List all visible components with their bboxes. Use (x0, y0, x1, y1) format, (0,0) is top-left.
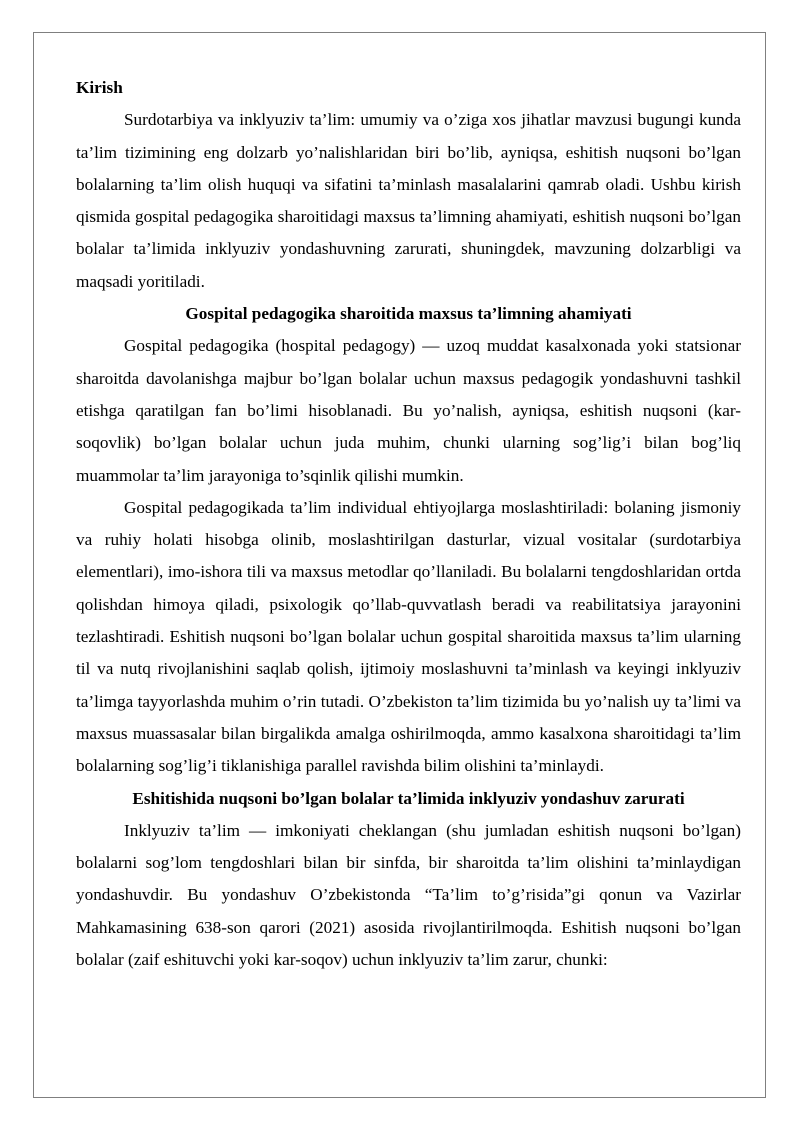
section2-paragraph-1: Inklyuziv ta’lim — imkoniyati cheklangan (shu jumladan eshitish nuqsoni bo’lgan) bolalarni sog’lom tengdoshlari bilan bir sinfda, bir sharoitda ta’lim olishini ta’minlaydigan yondashuvdir. Bu yondashuv O’zbekistonda “Ta’lim to’g’risida”gi qonun va Vazirlar Mahkamasining 638-son qarori (2021) asosida rivojlantirilmoqda. Eshitish nuqsoni bo’lgan bolalar (zaif eshituvchi yoki kar-soqov) uchun inklyuziv ta’lim zarur, chunki: (76, 820, 741, 970)
section-heading-inclusive-approach: Eshitishida nuqsoni bo’lgan bolalar ta’limida inklyuziv yondashuv zarurati (132, 788, 685, 808)
intro-paragraph: Surdotarbiya va inklyuziv ta’lim: umumiy va o’ziga xos jihatlar mavzusi bugungi kunda ta’lim tizimining eng dolzarb yo’nalishlaridan biri bo’lib, ayniqsa, eshitish nuqsoni bo’lgan bolalarning ta’lim olish huquqi va sifatini ta’minlash masalalarini qamrab oladi. Ushbu kirish qismida gospital pedagogika sharoitidagi maxsus ta’limning ahamiyati, eshitish nuqsoni bo’lgan bolalar ta’limida inklyuziv yondashuvning zarurati, shuningdek, mavzuning dolzarbligi va maqsadi yoritiladi. (76, 110, 741, 291)
section1-paragraph-1: Gospital pedagogika (hospital pedagogy) — uzoq muddat kasalxonada yoki statsionar sharoitda davolanishga majbur bo’lgan bolalar uchun maxsus pedagogik yondashuvni tashkil etishga qaratilgan fan bo’limi hisoblanadi. Bu yo’nalish, ayniqsa, eshitish nuqsoni (kar-soqovlik) bo’lgan bolalar uchun juda muhim, chunki ularning sog’lig’i bilan bog’liq muammolar ta’lim jarayoniga to’sqinlik qilishi mumkin. (76, 336, 741, 485)
document-body (76, 72, 741, 976)
intro-heading: Kirish (76, 78, 123, 97)
section1-paragraph-2: Gospital pedagogikada ta’lim individual ehtiyojlarga moslashtiriladi: bolaning jismoniy va ruhiy holati hisobga olinib, moslashtirilgan dasturlar, vizual vositalar (surdotarbiya elementlari), imo-ishora tili va maxsus metodlar qo’llaniladi. Bu bolalarni tengdoshlaridan ortda qolishdan himoya qiladi, psixologik qo’llab-quvvatlash beradi va reabilitatsiya jarayonini tezlashtiradi. Eshitish nuqsoni bo’lgan bolalar uchun gospital sharoitida maxsus ta’lim ularning til va nutq rivojlanishini saqlab qolish, ijtimoiy moslashuvni ta’minlash va keyingi inklyuziv ta’limga tayyorlashda muhim o’rin tutadi. O’zbekiston ta’lim tizimida bu yo’nalish uy ta’limi va maxsus muassasalar bilan birgalikda amalga oshirilmoqda, ammo kasalxona sharoitidagi ta’lim bolalarning sog’lig’i tiklanishiga parallel ravishda bilim olishini ta’minlaydi. (76, 497, 741, 776)
section-heading-hospital-pedagogy: Gospital pedagogika sharoitida maxsus ta’limning ahamiyati (185, 304, 632, 324)
